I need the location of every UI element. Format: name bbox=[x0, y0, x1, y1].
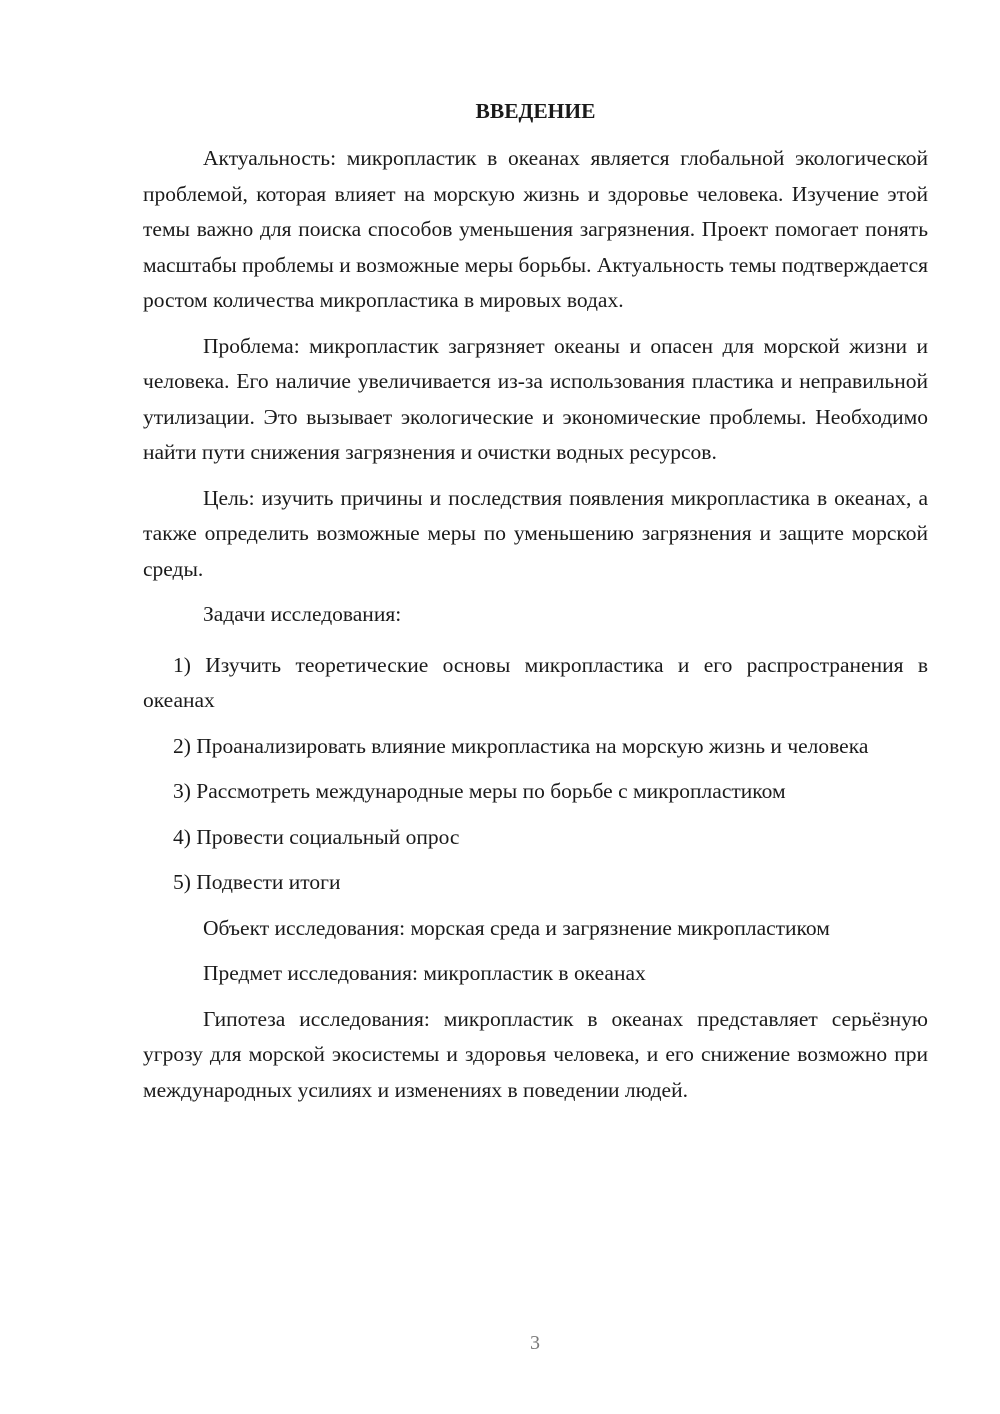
hypothesis-paragraph: Гипотеза исследования: микропластик в океанах представляет серьёзную угрозу для морской экосистемы и здоровья человека, и его снижение возможно при международных усилиях и изменениях в поведении людей. bbox=[143, 1006, 928, 1102]
object-paragraph: Объект исследования: морская среда и загрязнение микропластиком bbox=[203, 915, 830, 940]
task-item-2: 2) Проанализировать влияние микропластика на морскую жизнь и человека bbox=[173, 733, 869, 758]
tasks-list bbox=[143, 648, 928, 901]
task-item-1: 1) Изучить теоретические основы микропластика и его распространения в океанах bbox=[143, 652, 928, 712]
task-item-4: 4) Провести социальный опрос bbox=[173, 824, 460, 849]
tasks-heading: Задачи исследования: bbox=[203, 602, 402, 626]
subject-paragraph: Предмет исследования: микропластик в океанах bbox=[203, 961, 646, 985]
page-content bbox=[143, 94, 928, 1108]
task-item-3: 3) Рассмотреть международные меры по борьбе с микропластиком bbox=[173, 779, 786, 803]
goal-paragraph: Цель: изучить причины и последствия появления микропластика в океанах, а также определить возможные меры по уменьшению загрязнения и защите морской среды. bbox=[143, 485, 928, 581]
page-number: 3 bbox=[530, 1332, 540, 1354]
task-item-5: 5) Подвести итоги bbox=[173, 870, 341, 894]
section-title: ВВЕДЕНИЕ bbox=[475, 99, 596, 123]
relevance-paragraph: Актуальность: микропластик в океанах является глобальной экологической проблемой, которая влияет на морскую жизнь и здоровье человека. Изучение этой темы важно для поиска способов уменьшения загрязнения. Проект помогает понять масштабы проблемы и возможные меры борьбы. Актуальность темы подтверждается ростом количества микропластика в мировых водах. bbox=[143, 146, 928, 312]
problem-paragraph: Проблема: микропластик загрязняет океаны и опасен для морской жизни и человека. Его наличие увеличивается из-за использования пластика и неправильной утилизации. Это вызывает экологические и экономические проблемы. Необходимо найти пути снижения загрязнения и очистки водных ресурсов. bbox=[143, 333, 928, 464]
